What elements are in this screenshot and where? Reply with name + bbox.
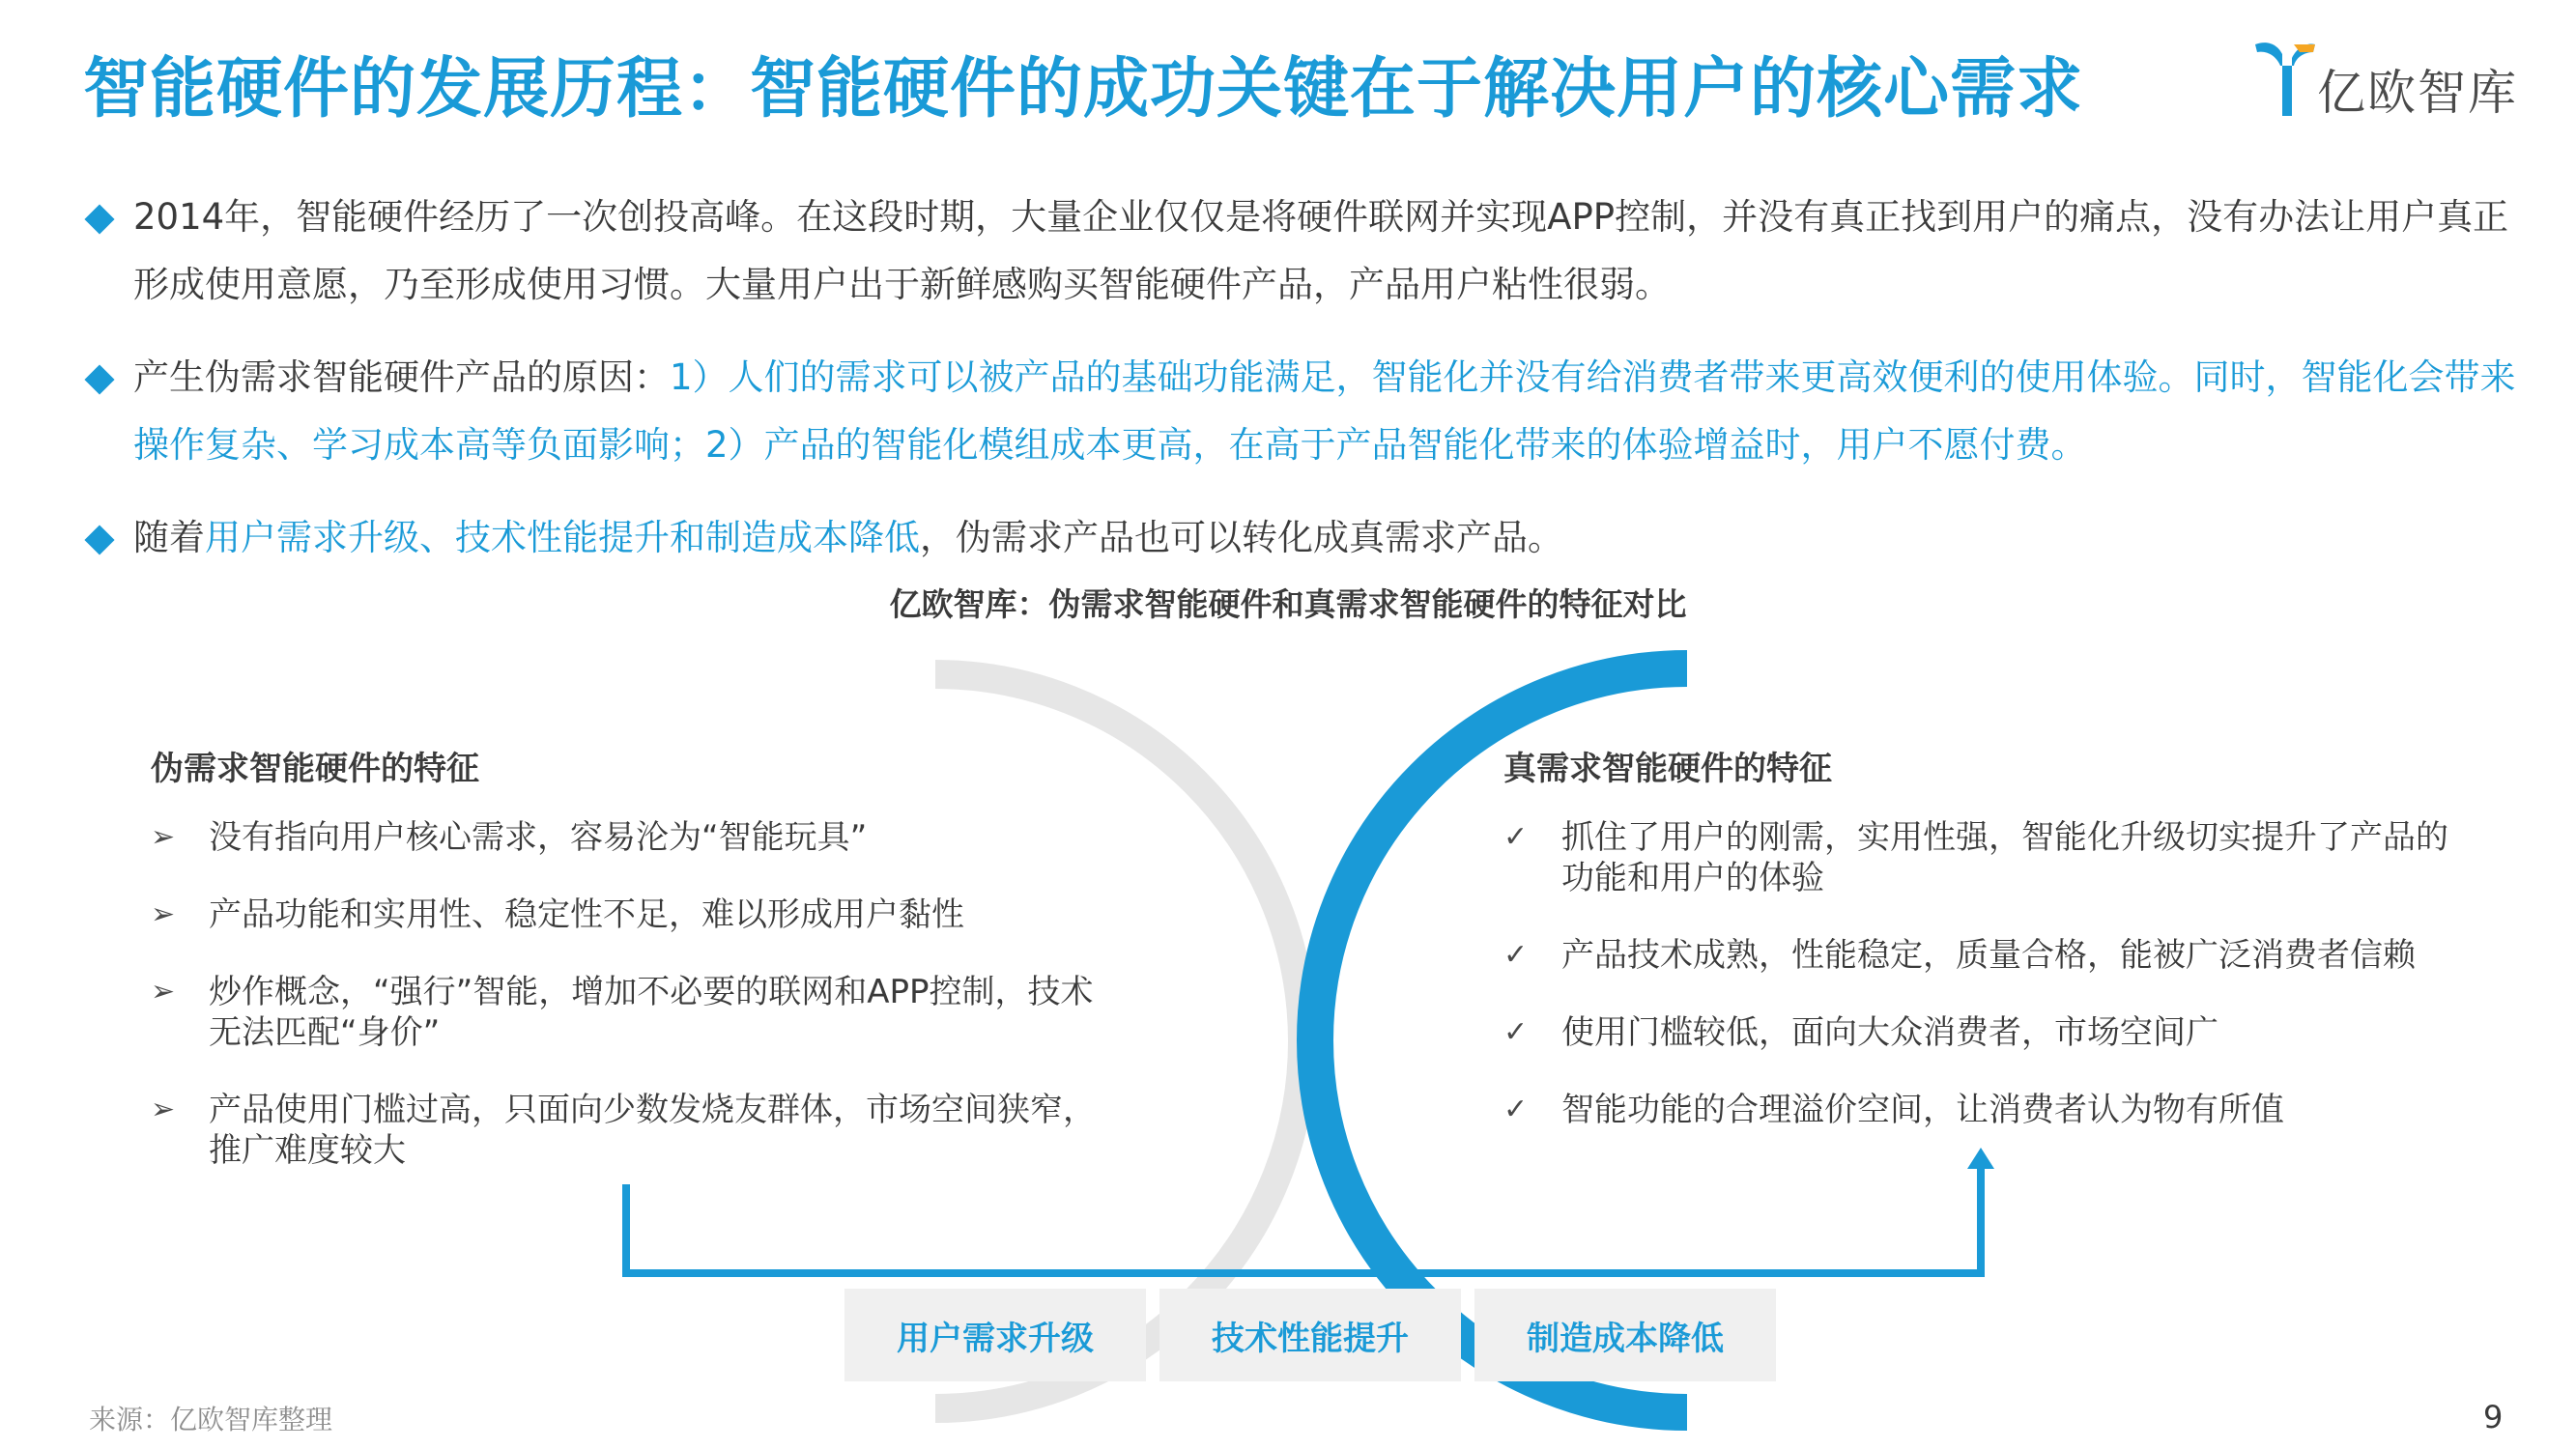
list-item: ✓ 产品技术成熟，性能稳定，质量合格，能被广泛消费者信赖 (1503, 936, 2416, 975)
list-item: ✓ 抓住了用户的刚需，实用性强，智能化升级切实提升了产品的功能和用户的体验 (1503, 818, 2448, 897)
list-item: ➢ 产品使用门槛过高，只面向少数发烧友群体，市场空间狭窄，推广难度较大 (151, 1091, 1096, 1170)
list-item: ➢ 炒作概念，“强行”智能，增加不必要的联网和APP控制，技术无法匹配“身价” (151, 973, 1094, 1052)
check-icon: ✓ (1503, 1015, 1529, 1049)
arrow-bullet-icon: ➢ (151, 1093, 176, 1126)
arrow-bullet-icon: ➢ (151, 897, 176, 931)
real-demand-heading: 真需求智能硬件的特征 (1503, 750, 1832, 788)
diagram-title: 亿欧智库：伪需求智能硬件和真需求智能硬件的特征对比 (889, 585, 1687, 623)
bullet-text: 2014年，智能硬件经历了一次创投高峰。在这段时期，大量企业仅仅是将硬件联网并实现APP控制，并没有真正找到用户的痛点，没有办法让用户真正形成使用意愿，乃至形成使用习惯。大量用户出于新鲜感购买智能硬件产品，产品用户粘性很弱。 (133, 196, 2509, 305)
arrow-bullet-icon: ➢ (151, 820, 176, 854)
bullet-suffix: ，伪需求产品也可以转化成真需求产品。 (920, 517, 1563, 558)
page-number: 9 (2483, 1399, 2504, 1435)
list-item: ✓ 使用门槛较低，面向大众消费者，市场空间广 (1503, 1013, 2218, 1052)
check-icon: ✓ (1503, 820, 1529, 854)
source-note: 来源：亿欧智库整理 (89, 1404, 333, 1435)
arrow-bullet-icon: ➢ (151, 975, 176, 1009)
list-item: ✓ 智能功能的合理溢价空间，让消费者认为物有所值 (1503, 1091, 2284, 1129)
bullet-prefix: 产生伪需求智能硬件产品的原因： (133, 356, 670, 398)
list-item: ➢ 产品功能和实用性、稳定性不足，难以形成用户黏性 (151, 895, 964, 934)
page-title: 智能硬件的发展历程：智能硬件的成功关键在于解决用户的核心需求 (83, 51, 2084, 128)
check-icon: ✓ (1503, 1093, 1529, 1126)
tag-cost-reduction: 制造成本降低 (1474, 1289, 1776, 1381)
list-item: ➢ 没有指向用户核心需求，容易沦为“智能玩具” (151, 818, 868, 857)
arrow-up-icon (1967, 1148, 1994, 1169)
logo-text: 亿欧智库 (2317, 65, 2518, 121)
bullet-highlight: 1）人们的需求可以被产品的基础功能满足，智能化并没有给消费者带来更高效便利的使用体验。同时，智能化会带来操作复杂、学习成本高等负面影响；2）产品的智能化模组成本更高，在高于产品智能化带来的体验增益时，用户不愿付费。 (133, 356, 2516, 466)
fake-demand-heading: 伪需求智能硬件的特征 (151, 750, 479, 788)
connector-bracket (626, 1167, 1981, 1273)
tag-demand-upgrade: 用户需求升级 (844, 1289, 1146, 1381)
bullet-prefix: 随着 (133, 517, 205, 558)
real-demand-list (1503, 817, 2470, 1130)
tag-tech-improvement: 技术性能提升 (1159, 1289, 1461, 1381)
fake-demand-list (151, 817, 1107, 1171)
check-icon: ✓ (1503, 938, 1529, 972)
bullet-highlight: 用户需求升级、技术性能提升和制造成本降低 (205, 517, 920, 558)
